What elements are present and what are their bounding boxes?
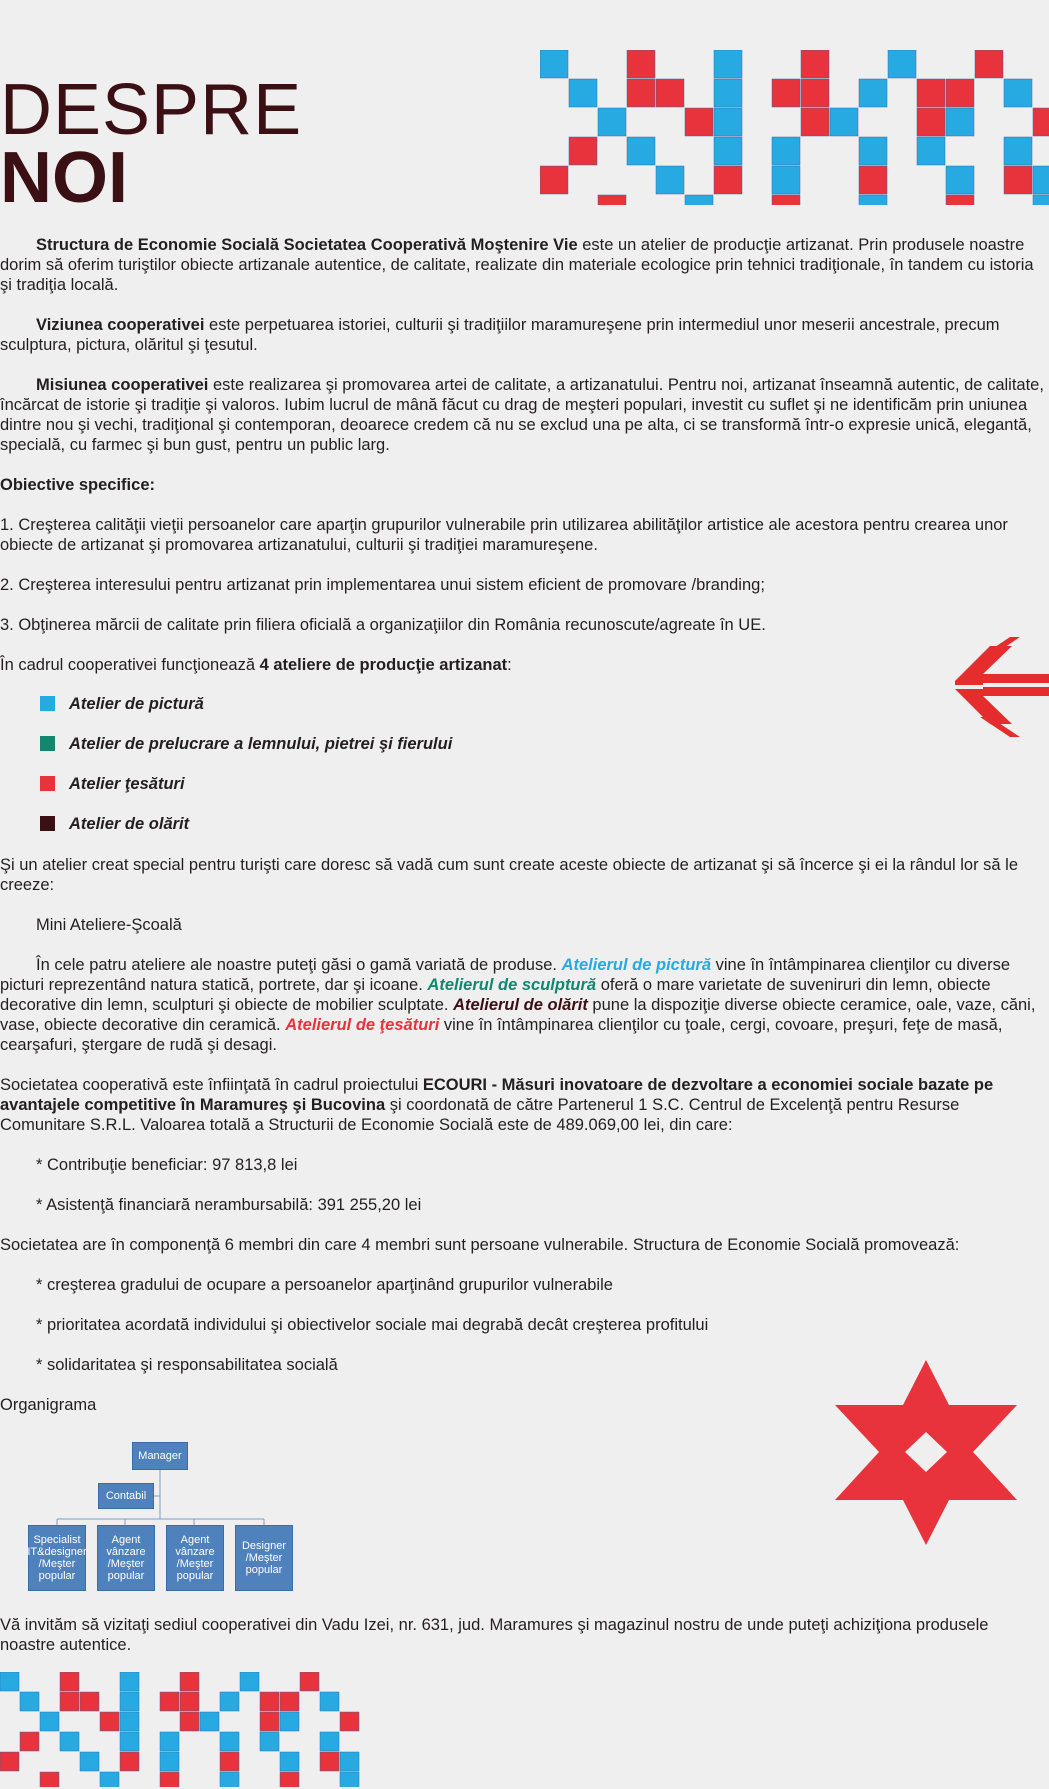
pattern-cell <box>40 1772 59 1787</box>
org-manager: Manager <box>132 1442 188 1470</box>
pattern-cell <box>859 79 887 107</box>
pattern-cell <box>100 1772 119 1787</box>
org-role: Designer /Meşter popular <box>235 1525 293 1591</box>
pattern-cell <box>300 1672 319 1691</box>
pattern-cell <box>540 166 568 194</box>
pattern-cell <box>120 1752 139 1771</box>
funding-item: * Contribuţie beneficiar: 97 813,8 lei <box>36 1156 298 1174</box>
pattern-cell <box>714 166 742 194</box>
objective-item-3: 3. Obţinerea mărcii de calitate prin filiera oficială a organizaţiilor din România recunoscute/agreate în UE. <box>0 616 766 634</box>
pattern-cell <box>20 1692 39 1711</box>
pattern-cell <box>714 79 742 107</box>
vision-paragraph: Viziunea cooperativei este perpetuarea istoriei, culturii şi tradiţiilor maramureşene prin intermediul unor meserii ancestrale, precum sculptura, pictura, olăritul şi ţesutul. <box>0 316 1000 354</box>
pattern-cell <box>1033 166 1049 194</box>
members-item: * solidaritatea şi responsabilitatea socială <box>36 1356 338 1374</box>
organigram-chart <box>0 1435 300 1595</box>
pattern-cell <box>280 1692 299 1711</box>
pattern-cell <box>160 1752 179 1771</box>
pattern-cell <box>1033 108 1049 136</box>
pattern-cell <box>160 1692 179 1711</box>
pattern-cell <box>220 1752 239 1771</box>
pattern-cell <box>80 1752 99 1771</box>
pattern-cell <box>1033 195 1049 205</box>
pattern-cell <box>340 1752 359 1771</box>
pattern-cell <box>320 1752 339 1771</box>
pattern-cell <box>160 1732 179 1751</box>
pattern-cell <box>260 1732 279 1751</box>
pattern-cell <box>598 195 626 205</box>
page-title-line1: DESPRE <box>0 70 303 150</box>
pattern-cell <box>772 195 800 205</box>
pattern-cell <box>320 1732 339 1751</box>
pattern-cell <box>180 1692 199 1711</box>
pattern-cell <box>120 1732 139 1751</box>
pattern-cell <box>917 137 945 165</box>
pattern-cell <box>772 79 800 107</box>
mini-workshops: Mini Ateliere-Şcoală <box>36 916 182 934</box>
square-icon <box>40 816 55 831</box>
pattern-cell <box>1004 166 1032 194</box>
pattern-cell <box>540 50 568 78</box>
pattern-cell <box>569 79 597 107</box>
pattern-cell <box>120 1672 139 1691</box>
arrow-motif-icon <box>950 637 1049 737</box>
pattern-top-decoration <box>540 50 1049 205</box>
star-motif-icon <box>835 1360 1017 1545</box>
pattern-cell <box>714 108 742 136</box>
pattern-cell <box>80 1692 99 1711</box>
pattern-cell <box>801 79 829 107</box>
pattern-cell <box>1004 137 1032 165</box>
pattern-cell <box>0 1752 19 1771</box>
page-title-line2: NOI <box>0 138 129 218</box>
pattern-cell <box>627 50 655 78</box>
pattern-cell <box>200 1712 219 1731</box>
pattern-cell <box>100 1712 119 1731</box>
org-role: Specialist IT&designer /Meşter popular <box>28 1525 86 1591</box>
square-icon <box>40 696 55 711</box>
pattern-cell <box>0 1672 19 1691</box>
members-paragraph: Societatea are în componenţă 6 membri din care 4 membri sunt persoane vulnerabile. Structura de Economie Socială promovează: <box>0 1236 960 1254</box>
square-icon <box>40 736 55 751</box>
pattern-cell <box>20 1732 39 1751</box>
pattern-cell <box>60 1672 79 1691</box>
pattern-cell <box>656 79 684 107</box>
pattern-cell <box>598 108 626 136</box>
objectives-heading: Obiective specifice: <box>0 476 155 494</box>
pattern-cell <box>1004 79 1032 107</box>
pattern-cell <box>946 79 974 107</box>
pattern-cell <box>340 1772 359 1787</box>
pattern-cell <box>685 108 713 136</box>
pattern-cell <box>772 137 800 165</box>
footer-invitation: Vă invităm să vizitaţi sediul cooperativei din Vadu Izei, nr. 631, jud. Maramures şi magazinul nostru de unde puteţi achiziţiona produsele noastre autentice. <box>0 1616 989 1654</box>
pattern-cell <box>888 50 916 78</box>
org-accountant: Contabil <box>98 1483 154 1509</box>
products-paragraph: În cele patru ateliere ale noastre puteţi găsi o gamă variată de produse. Atelierul de pictură vine în întâmpinarea clienţilor cu diverse picturi reprezentând natura statică, portrete, dar şi icoane. Atelierul de sculptură oferă o mare varietate de suveniruri din lemn, obiecte decorative din lemn, sculpturi şi obiecte de mobilier sculptate. Atelierul de olărit pune la dispoziţie diverse obiecte ceramice, oale, vaze, căni, vase, obiecte decorative din ceramică. Atelierul de ţesături vine în întâmpinarea clienţilor cu ţoale, cergi, covoare, preşuri, feţe de masă, cearşafuri, ştergare de rudă şi desagi. <box>0 956 1036 1054</box>
workshop-item-wood: Atelier de prelucrare a lemnului, pietrei şi fierului <box>40 735 452 754</box>
pattern-cell <box>714 137 742 165</box>
pattern-cell <box>714 50 742 78</box>
pattern-cell <box>220 1692 239 1711</box>
pattern-cell <box>280 1752 299 1771</box>
pattern-cell <box>260 1712 279 1731</box>
pattern-cell <box>120 1712 139 1731</box>
pattern-cell <box>946 166 974 194</box>
objective-item-2: 2. Creşterea interesului pentru artizanat prin implementarea unui sistem eficient de promovare /branding; <box>0 576 765 594</box>
pattern-cell <box>320 1692 339 1711</box>
pattern-cell <box>801 50 829 78</box>
pattern-cell <box>656 166 684 194</box>
pattern-cell <box>627 79 655 107</box>
pattern-cell <box>180 1712 199 1731</box>
funding-item: * Asistenţă financiară nerambursabilă: 391 255,20 lei <box>36 1196 422 1214</box>
pattern-cell <box>220 1732 239 1751</box>
pattern-cell <box>160 1772 179 1787</box>
pattern-cell <box>627 137 655 165</box>
pattern-cell <box>280 1712 299 1731</box>
members-item: * creşterea gradului de ocupare a persoanelor aparţinând grupurilor vulnerabile <box>36 1276 613 1294</box>
pattern-cell <box>60 1732 79 1751</box>
pattern-cell <box>946 108 974 136</box>
pattern-cell <box>859 195 887 205</box>
tourist-workshop-text: Şi un atelier creat special pentru turişti care doresc să vadă cum sunt create aceste obiecte de artizanat şi să încerce şi ei la rândul lor să le creeze: <box>0 856 1019 894</box>
pattern-cell <box>120 1692 139 1711</box>
objective-item-1: 1. Creşterea calităţii vieţii persoanelor care aparţin grupurilor vulnerabile prin utilizarea abilităţilor artistice ale acestora pentru crearea unor obiecte de artizanat şi promovarea artizanatului, culturii şi tradiţiei maramureşene. <box>0 516 1008 554</box>
square-icon <box>40 776 55 791</box>
pattern-cell <box>917 108 945 136</box>
members-item: * prioritatea acordată individului şi obiectivelor sociale mai degrabă decât creşterea profitului <box>36 1316 709 1334</box>
pattern-cell <box>685 195 713 205</box>
funding-paragraph: Societatea cooperativă este înfiinţată în cadrul proiectului ECOURI - Măsuri inovatoare de dezvoltare a economiei sociale bazate pe avantajele competitive în Maramureş şi Bucovina şi coordonată de către Partenerul 1 S.C. Centrul de Excelenţă pentru Resurse Comunitare S.R.L. Valoarea totală a Structurii de Economie Socială este de 489.069,00 lei, din care: <box>0 1076 994 1134</box>
pattern-cell <box>859 166 887 194</box>
mission-paragraph: Misiunea cooperativei este realizarea şi promovarea artei de calitate, a artizanatului. Pentru noi, artizanat înseamnă autentic, de calitate, încărcat de istorie şi tradiţie şi valoros. Iubim lucrul de mână făcut cu drag de meşteri populari, investit cu suflet şi ne identificăm prin uniunea dintre nou şi vechi, tradiţional şi contemporan, deoarece credem că nu se exclud una pe alta, ci se transformă într-o expresie unică, elegantă, specială, cu farmec şi bun gust, pentru un public larg. <box>0 376 1044 454</box>
pattern-cell <box>830 108 858 136</box>
pattern-cell <box>801 108 829 136</box>
pattern-cell <box>946 195 974 205</box>
workshop-item-pottery: Atelier de olărit <box>40 815 189 834</box>
pattern-cell <box>917 79 945 107</box>
org-role: Agent vânzare /Meşter popular <box>97 1525 155 1591</box>
pattern-cell <box>260 1692 279 1711</box>
workshop-item-painting: Atelier de pictură <box>40 695 204 714</box>
pattern-cell <box>40 1712 59 1731</box>
pattern-cell <box>220 1772 239 1787</box>
pattern-cell <box>180 1672 199 1691</box>
pattern-cell <box>280 1772 299 1787</box>
organigram-heading: Organigrama <box>0 1396 97 1414</box>
pattern-cell <box>60 1692 79 1711</box>
workshop-item-weaving: Atelier ţesături <box>40 775 185 794</box>
pattern-cell <box>340 1712 359 1731</box>
intro-paragraph: Structura de Economie Socială Societatea Cooperativă Moştenire Vie este un atelier de producţie artizanat. Prin produsele noastre dorim să oferim turiştilor obiecte artizanale autentice, de calitate, realizate din materiale ecologice prin tehnici tradiţionale, în tandem cu istoria şi tradiţia locală. <box>0 236 1034 294</box>
org-role: Agent vânzare /Meşter popular <box>166 1525 224 1591</box>
pattern-bottom-decoration <box>0 1672 372 1787</box>
workshops-intro: În cadrul cooperativei funcţionează 4 ateliere de producţie artizanat: <box>0 656 512 674</box>
pattern-cell <box>240 1672 259 1691</box>
pattern-cell <box>772 166 800 194</box>
pattern-cell <box>569 137 597 165</box>
pattern-cell <box>859 137 887 165</box>
pattern-cell <box>975 50 1003 78</box>
